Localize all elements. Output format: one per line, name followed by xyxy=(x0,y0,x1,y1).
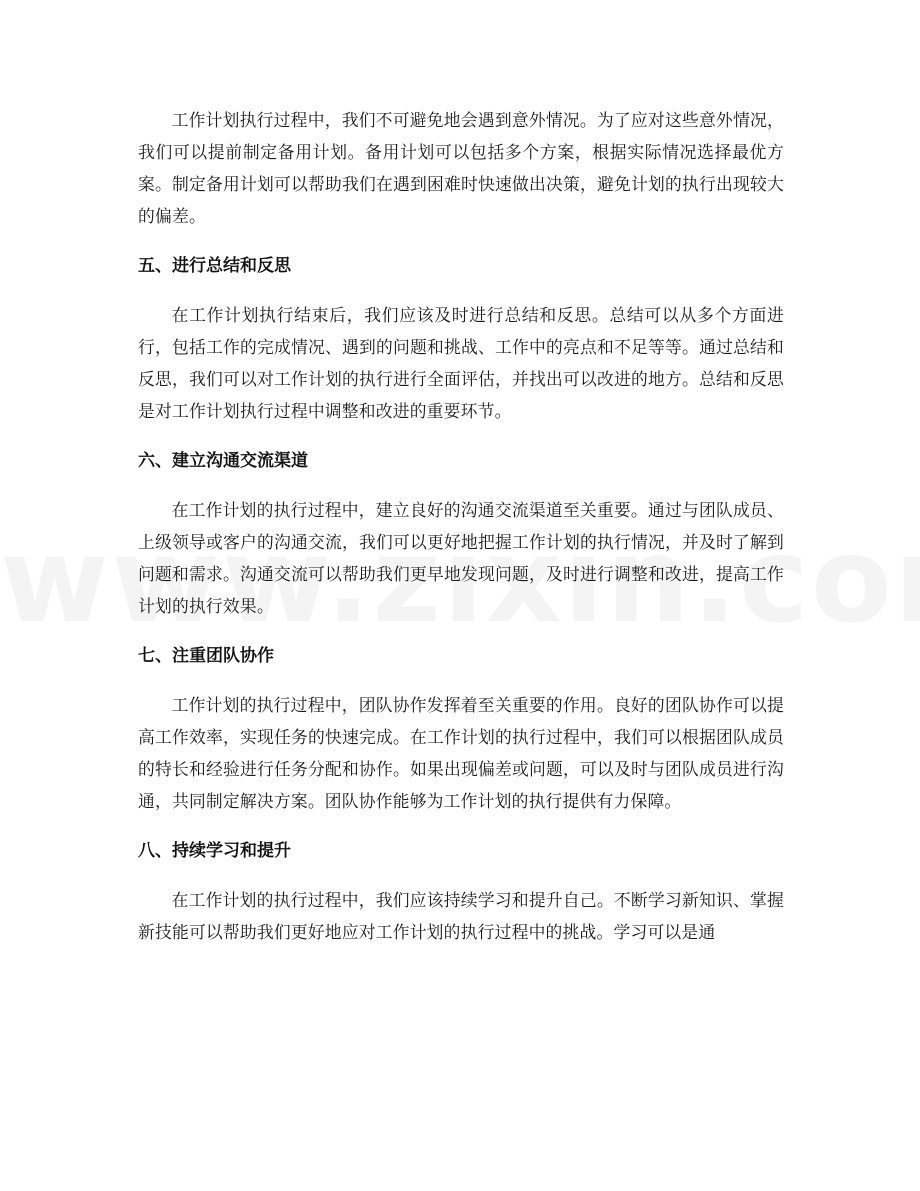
section-paragraph-5: 在工作计划执行结束后，我们应该及时进行总结和反思。总结可以从多个方面进行，包括工作的完成情况、遇到的问题和挑战、工作中的亮点和不足等等。通过总结和反思，我们可以对工作计划的执行进行全面评估，并找出可以改进的地方。总结和反思是对工作计划执行过程中调整和改进的重要环节。 xyxy=(138,305,784,421)
section-heading-5: 五、进行总结和反思 xyxy=(138,256,291,276)
section-paragraph-8: 在工作计划的执行过程中，我们应该持续学习和提升自己。不断学习新知识、掌握新技能可以帮助我们更好地应对工作计划的执行过程中的挑战。学习可以是通 xyxy=(138,890,784,942)
section-heading-7: 七、注重团队协作 xyxy=(138,646,274,666)
section-paragraph-6: 在工作计划的执行过程中，建立良好的沟通交流渠道至关重要。通过与团队成员、上级领导或客户的沟通交流，我们可以更好地把握工作计划的执行情况，并及时了解到问题和需求。沟通交流可以帮助我们更早地发现问题，及时进行调整和改进，提高工作计划的执行效果。 xyxy=(138,500,784,616)
section-heading-8: 八、持续学习和提升 xyxy=(138,841,291,861)
document-body xyxy=(138,104,784,948)
section-heading-6: 六、建立沟通交流渠道 xyxy=(138,451,308,471)
intro-paragraph: 工作计划执行过程中，我们不可避免地会遇到意外情况。为了应对这些意外情况，我们可以提前制定备用计划。备用计划可以包括多个方案，根据实际情况选择最优方案。制定备用计划可以帮助我们在遇到困难时快速做出决策，避免计划的执行出现较大的偏差。 xyxy=(138,110,784,226)
section-paragraph-7: 工作计划的执行过程中，团队协作发挥着至关重要的作用。良好的团队协作可以提高工作效率，实现任务的快速完成。在工作计划的执行过程中，我们可以根据团队成员的特长和经验进行任务分配和协作。如果出现偏差或问题，可以及时与团队成员进行沟通，共同制定解决方案。团队协作能够为工作计划的执行提供有力保障。 xyxy=(138,695,784,811)
